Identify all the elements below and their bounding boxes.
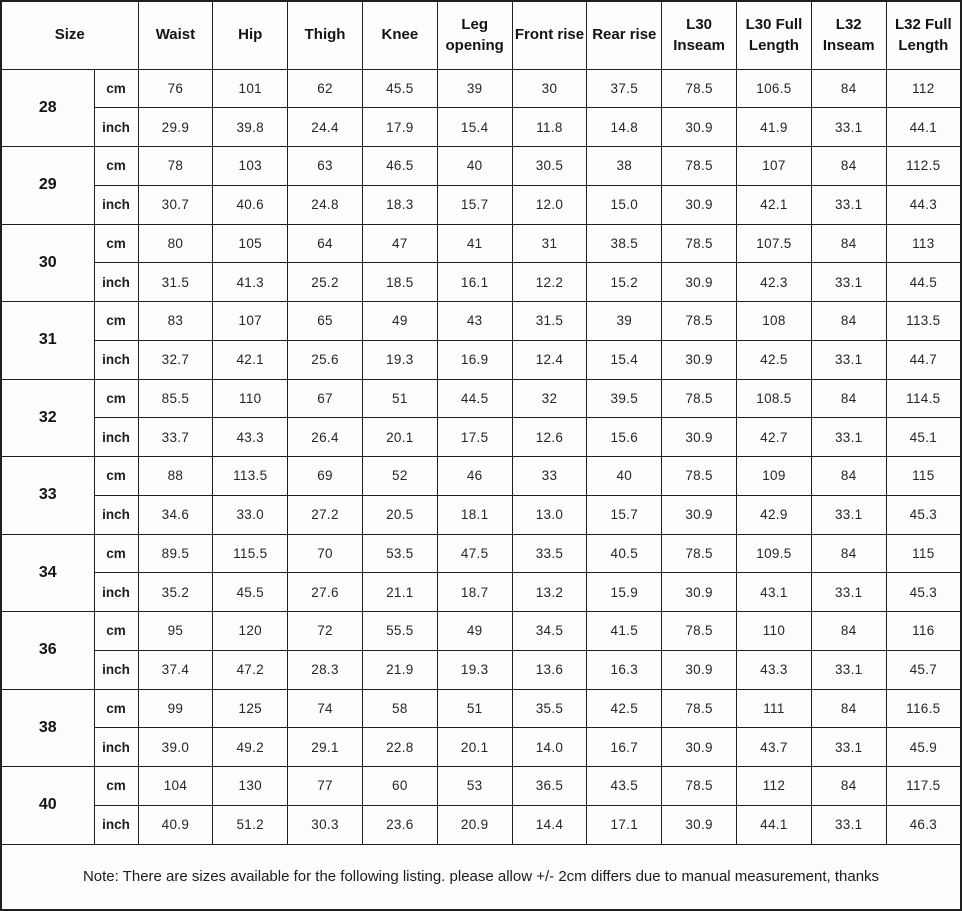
value-38-inch-l32-full-length: 45.9: [886, 728, 961, 767]
value-38-cm-l32-full-length: 116.5: [886, 689, 961, 728]
value-32-cm-knee: 51: [362, 379, 437, 418]
value-33-cm-waist: 88: [138, 457, 213, 496]
value-29-inch-l32-inseam: 33.1: [811, 185, 886, 224]
value-30-inch-l30-full-length: 42.3: [737, 263, 812, 302]
value-38-inch-l32-inseam: 33.1: [811, 728, 886, 767]
size-40-cm-row: [1, 767, 961, 806]
value-34-cm-l32-full-length: 115: [886, 534, 961, 573]
value-40-inch-hip: 51.2: [213, 805, 288, 844]
value-40-cm-thigh: 77: [288, 767, 363, 806]
value-40-inch-front-rise: 14.4: [512, 805, 587, 844]
size-36-inch-row: [1, 650, 961, 689]
value-29-cm-l30-inseam: 78.5: [662, 147, 737, 186]
value-29-inch-l32-full-length: 44.3: [886, 185, 961, 224]
column-header-waist: Waist: [138, 1, 213, 69]
value-28-inch-l32-inseam: 33.1: [811, 108, 886, 147]
value-32-inch-leg-opening: 17.5: [437, 418, 512, 457]
size-label-36: 36: [1, 612, 94, 690]
value-28-inch-rear-rise: 14.8: [587, 108, 662, 147]
unit-label-inch: inch: [94, 728, 138, 767]
value-40-inch-l30-inseam: 30.9: [662, 805, 737, 844]
value-32-inch-l30-full-length: 42.7: [737, 418, 812, 457]
value-30-cm-thigh: 64: [288, 224, 363, 263]
column-header-l32-full-length: L32 Full Length: [886, 1, 961, 69]
value-31-inch-front-rise: 12.4: [512, 340, 587, 379]
column-header-hip: Hip: [213, 1, 288, 69]
value-32-cm-l30-full-length: 108.5: [737, 379, 812, 418]
value-33-inch-waist: 34.6: [138, 495, 213, 534]
value-40-inch-rear-rise: 17.1: [587, 805, 662, 844]
value-32-inch-waist: 33.7: [138, 418, 213, 457]
value-28-inch-l32-full-length: 44.1: [886, 108, 961, 147]
value-28-inch-leg-opening: 15.4: [437, 108, 512, 147]
size-33-inch-row: [1, 495, 961, 534]
unit-label-inch: inch: [94, 573, 138, 612]
unit-label-inch: inch: [94, 108, 138, 147]
value-32-cm-l30-inseam: 78.5: [662, 379, 737, 418]
value-31-cm-thigh: 65: [288, 302, 363, 341]
value-34-inch-waist: 35.2: [138, 573, 213, 612]
value-32-cm-l32-inseam: 84: [811, 379, 886, 418]
value-34-inch-l32-inseam: 33.1: [811, 573, 886, 612]
size-label-38: 38: [1, 689, 94, 767]
unit-label-cm: cm: [94, 767, 138, 806]
value-36-cm-l30-full-length: 110: [737, 612, 812, 651]
value-36-cm-waist: 95: [138, 612, 213, 651]
value-31-inch-l32-full-length: 44.7: [886, 340, 961, 379]
value-28-cm-l30-inseam: 78.5: [662, 69, 737, 108]
value-33-cm-l32-full-length: 115: [886, 457, 961, 496]
table-body: [1, 69, 961, 844]
unit-label-inch: inch: [94, 340, 138, 379]
value-31-cm-l30-full-length: 108: [737, 302, 812, 341]
value-38-inch-l30-inseam: 30.9: [662, 728, 737, 767]
value-40-cm-l32-inseam: 84: [811, 767, 886, 806]
value-32-cm-rear-rise: 39.5: [587, 379, 662, 418]
value-30-cm-l30-full-length: 107.5: [737, 224, 812, 263]
value-28-cm-thigh: 62: [288, 69, 363, 108]
value-33-cm-rear-rise: 40: [587, 457, 662, 496]
value-31-cm-front-rise: 31.5: [512, 302, 587, 341]
value-31-cm-knee: 49: [362, 302, 437, 341]
value-29-cm-leg-opening: 40: [437, 147, 512, 186]
value-40-inch-l32-inseam: 33.1: [811, 805, 886, 844]
value-36-inch-l32-inseam: 33.1: [811, 650, 886, 689]
value-30-cm-l32-inseam: 84: [811, 224, 886, 263]
value-29-cm-waist: 78: [138, 147, 213, 186]
value-36-cm-l30-inseam: 78.5: [662, 612, 737, 651]
value-38-inch-rear-rise: 16.7: [587, 728, 662, 767]
value-31-inch-l32-inseam: 33.1: [811, 340, 886, 379]
value-36-cm-front-rise: 34.5: [512, 612, 587, 651]
unit-label-inch: inch: [94, 650, 138, 689]
value-33-cm-leg-opening: 46: [437, 457, 512, 496]
value-34-cm-l32-inseam: 84: [811, 534, 886, 573]
value-36-cm-rear-rise: 41.5: [587, 612, 662, 651]
unit-label-cm: cm: [94, 69, 138, 108]
value-34-cm-rear-rise: 40.5: [587, 534, 662, 573]
note-text: Note: There are sizes available for the following listing. please allow +/- 2cm differs due to manual measurement, thanks: [1, 844, 961, 910]
note-row: [1, 844, 961, 910]
value-34-cm-front-rise: 33.5: [512, 534, 587, 573]
value-32-inch-knee: 20.1: [362, 418, 437, 457]
table-footer: [1, 844, 961, 910]
value-38-inch-thigh: 29.1: [288, 728, 363, 767]
value-36-cm-l32-full-length: 116: [886, 612, 961, 651]
value-36-inch-l30-inseam: 30.9: [662, 650, 737, 689]
value-38-cm-waist: 99: [138, 689, 213, 728]
value-30-inch-front-rise: 12.2: [512, 263, 587, 302]
value-29-cm-thigh: 63: [288, 147, 363, 186]
size-label-33: 33: [1, 457, 94, 535]
value-30-cm-l32-full-length: 113: [886, 224, 961, 263]
value-30-inch-thigh: 25.2: [288, 263, 363, 302]
value-28-inch-front-rise: 11.8: [512, 108, 587, 147]
value-28-cm-hip: 101: [213, 69, 288, 108]
column-header-knee: Knee: [362, 1, 437, 69]
value-33-inch-l30-inseam: 30.9: [662, 495, 737, 534]
value-36-inch-rear-rise: 16.3: [587, 650, 662, 689]
value-34-inch-thigh: 27.6: [288, 573, 363, 612]
value-34-inch-l30-inseam: 30.9: [662, 573, 737, 612]
value-30-cm-leg-opening: 41: [437, 224, 512, 263]
value-36-cm-l32-inseam: 84: [811, 612, 886, 651]
value-32-cm-front-rise: 32: [512, 379, 587, 418]
unit-label-cm: cm: [94, 302, 138, 341]
size-40-inch-row: [1, 805, 961, 844]
value-33-inch-rear-rise: 15.7: [587, 495, 662, 534]
table-header: [1, 1, 961, 69]
value-30-inch-waist: 31.5: [138, 263, 213, 302]
value-28-cm-l32-full-length: 112: [886, 69, 961, 108]
size-28-cm-row: [1, 69, 961, 108]
value-40-inch-thigh: 30.3: [288, 805, 363, 844]
value-31-inch-waist: 32.7: [138, 340, 213, 379]
value-40-cm-leg-opening: 53: [437, 767, 512, 806]
size-28-inch-row: [1, 108, 961, 147]
value-33-inch-knee: 20.5: [362, 495, 437, 534]
value-38-cm-hip: 125: [213, 689, 288, 728]
value-28-cm-leg-opening: 39: [437, 69, 512, 108]
value-32-cm-l32-full-length: 114.5: [886, 379, 961, 418]
value-30-cm-front-rise: 31: [512, 224, 587, 263]
value-40-inch-waist: 40.9: [138, 805, 213, 844]
value-29-inch-l30-full-length: 42.1: [737, 185, 812, 224]
value-28-inch-l30-full-length: 41.9: [737, 108, 812, 147]
value-29-inch-leg-opening: 15.7: [437, 185, 512, 224]
value-30-cm-l30-inseam: 78.5: [662, 224, 737, 263]
value-29-inch-thigh: 24.8: [288, 185, 363, 224]
value-38-inch-waist: 39.0: [138, 728, 213, 767]
value-29-inch-waist: 30.7: [138, 185, 213, 224]
column-header-front-rise: Front rise: [512, 1, 587, 69]
unit-label-cm: cm: [94, 224, 138, 263]
value-34-inch-rear-rise: 15.9: [587, 573, 662, 612]
value-34-inch-leg-opening: 18.7: [437, 573, 512, 612]
value-34-cm-hip: 115.5: [213, 534, 288, 573]
size-30-inch-row: [1, 263, 961, 302]
value-30-cm-rear-rise: 38.5: [587, 224, 662, 263]
value-36-cm-thigh: 72: [288, 612, 363, 651]
value-38-cm-leg-opening: 51: [437, 689, 512, 728]
value-40-inch-knee: 23.6: [362, 805, 437, 844]
size-33-cm-row: [1, 457, 961, 496]
value-38-inch-l30-full-length: 43.7: [737, 728, 812, 767]
value-33-cm-l30-full-length: 109: [737, 457, 812, 496]
value-30-inch-rear-rise: 15.2: [587, 263, 662, 302]
value-30-cm-waist: 80: [138, 224, 213, 263]
size-34-inch-row: [1, 573, 961, 612]
value-33-inch-front-rise: 13.0: [512, 495, 587, 534]
unit-label-inch: inch: [94, 495, 138, 534]
column-header-l30-full-length: L30 Full Length: [737, 1, 812, 69]
value-28-cm-waist: 76: [138, 69, 213, 108]
value-28-inch-knee: 17.9: [362, 108, 437, 147]
value-38-inch-hip: 49.2: [213, 728, 288, 767]
value-30-inch-l32-inseam: 33.1: [811, 263, 886, 302]
value-38-cm-thigh: 74: [288, 689, 363, 728]
size-label-29: 29: [1, 147, 94, 225]
value-31-cm-rear-rise: 39: [587, 302, 662, 341]
size-label-30: 30: [1, 224, 94, 302]
value-29-inch-l30-inseam: 30.9: [662, 185, 737, 224]
value-29-cm-front-rise: 30.5: [512, 147, 587, 186]
value-40-cm-hip: 130: [213, 767, 288, 806]
value-28-inch-thigh: 24.4: [288, 108, 363, 147]
size-38-inch-row: [1, 728, 961, 767]
value-38-inch-knee: 22.8: [362, 728, 437, 767]
column-header-l32-inseam: L32 Inseam: [811, 1, 886, 69]
value-36-cm-hip: 120: [213, 612, 288, 651]
value-38-cm-l30-inseam: 78.5: [662, 689, 737, 728]
value-33-inch-l32-inseam: 33.1: [811, 495, 886, 534]
value-29-cm-rear-rise: 38: [587, 147, 662, 186]
value-29-inch-front-rise: 12.0: [512, 185, 587, 224]
unit-label-cm: cm: [94, 457, 138, 496]
value-29-cm-hip: 103: [213, 147, 288, 186]
value-31-cm-waist: 83: [138, 302, 213, 341]
size-36-cm-row: [1, 612, 961, 651]
value-30-cm-knee: 47: [362, 224, 437, 263]
value-32-cm-hip: 110: [213, 379, 288, 418]
value-32-inch-rear-rise: 15.6: [587, 418, 662, 457]
value-38-cm-front-rise: 35.5: [512, 689, 587, 728]
unit-label-cm: cm: [94, 534, 138, 573]
value-33-inch-l32-full-length: 45.3: [886, 495, 961, 534]
value-38-cm-l32-inseam: 84: [811, 689, 886, 728]
value-34-inch-hip: 45.5: [213, 573, 288, 612]
value-38-cm-l30-full-length: 111: [737, 689, 812, 728]
value-31-inch-leg-opening: 16.9: [437, 340, 512, 379]
value-28-cm-front-rise: 30: [512, 69, 587, 108]
value-30-inch-hip: 41.3: [213, 263, 288, 302]
value-30-cm-hip: 105: [213, 224, 288, 263]
value-34-inch-knee: 21.1: [362, 573, 437, 612]
value-28-inch-waist: 29.9: [138, 108, 213, 147]
value-30-inch-l32-full-length: 44.5: [886, 263, 961, 302]
value-34-cm-leg-opening: 47.5: [437, 534, 512, 573]
value-38-inch-front-rise: 14.0: [512, 728, 587, 767]
value-34-cm-thigh: 70: [288, 534, 363, 573]
column-header-l30-inseam: L30 Inseam: [662, 1, 737, 69]
value-33-cm-l30-inseam: 78.5: [662, 457, 737, 496]
value-29-cm-l30-full-length: 107: [737, 147, 812, 186]
value-33-cm-front-rise: 33: [512, 457, 587, 496]
value-40-inch-leg-opening: 20.9: [437, 805, 512, 844]
size-32-inch-row: [1, 418, 961, 457]
value-28-cm-l32-inseam: 84: [811, 69, 886, 108]
value-31-inch-l30-full-length: 42.5: [737, 340, 812, 379]
size-label-28: 28: [1, 69, 94, 147]
size-31-inch-row: [1, 340, 961, 379]
value-31-inch-knee: 19.3: [362, 340, 437, 379]
value-36-cm-knee: 55.5: [362, 612, 437, 651]
value-34-inch-l32-full-length: 45.3: [886, 573, 961, 612]
value-29-inch-rear-rise: 15.0: [587, 185, 662, 224]
value-40-cm-l30-full-length: 112: [737, 767, 812, 806]
value-31-cm-leg-opening: 43: [437, 302, 512, 341]
value-31-cm-l30-inseam: 78.5: [662, 302, 737, 341]
value-36-inch-knee: 21.9: [362, 650, 437, 689]
value-28-cm-rear-rise: 37.5: [587, 69, 662, 108]
size-label-31: 31: [1, 302, 94, 380]
value-33-cm-knee: 52: [362, 457, 437, 496]
value-38-cm-rear-rise: 42.5: [587, 689, 662, 728]
value-32-inch-front-rise: 12.6: [512, 418, 587, 457]
value-36-inch-l30-full-length: 43.3: [737, 650, 812, 689]
value-29-inch-knee: 18.3: [362, 185, 437, 224]
value-33-inch-hip: 33.0: [213, 495, 288, 534]
value-32-cm-thigh: 67: [288, 379, 363, 418]
value-32-cm-leg-opening: 44.5: [437, 379, 512, 418]
unit-label-cm: cm: [94, 147, 138, 186]
value-30-inch-knee: 18.5: [362, 263, 437, 302]
value-34-cm-l30-inseam: 78.5: [662, 534, 737, 573]
value-40-cm-waist: 104: [138, 767, 213, 806]
value-38-cm-knee: 58: [362, 689, 437, 728]
value-32-cm-waist: 85.5: [138, 379, 213, 418]
value-32-inch-l30-inseam: 30.9: [662, 418, 737, 457]
size-label-34: 34: [1, 534, 94, 612]
value-38-inch-leg-opening: 20.1: [437, 728, 512, 767]
value-36-inch-waist: 37.4: [138, 650, 213, 689]
value-40-cm-rear-rise: 43.5: [587, 767, 662, 806]
value-34-cm-knee: 53.5: [362, 534, 437, 573]
value-36-inch-leg-opening: 19.3: [437, 650, 512, 689]
column-header-leg-opening: Leg opening: [437, 1, 512, 69]
value-33-cm-l32-inseam: 84: [811, 457, 886, 496]
unit-label-inch: inch: [94, 805, 138, 844]
size-label-32: 32: [1, 379, 94, 457]
value-36-inch-hip: 47.2: [213, 650, 288, 689]
value-31-cm-l32-full-length: 113.5: [886, 302, 961, 341]
value-36-cm-leg-opening: 49: [437, 612, 512, 651]
value-34-cm-l30-full-length: 109.5: [737, 534, 812, 573]
value-40-cm-knee: 60: [362, 767, 437, 806]
size-30-cm-row: [1, 224, 961, 263]
unit-label-cm: cm: [94, 689, 138, 728]
size-31-cm-row: [1, 302, 961, 341]
size-34-cm-row: [1, 534, 961, 573]
value-33-cm-hip: 113.5: [213, 457, 288, 496]
value-30-inch-l30-inseam: 30.9: [662, 263, 737, 302]
value-36-inch-l32-full-length: 45.7: [886, 650, 961, 689]
unit-label-cm: cm: [94, 612, 138, 651]
value-28-inch-l30-inseam: 30.9: [662, 108, 737, 147]
value-40-cm-front-rise: 36.5: [512, 767, 587, 806]
value-34-inch-front-rise: 13.2: [512, 573, 587, 612]
value-29-cm-l32-full-length: 112.5: [886, 147, 961, 186]
value-31-inch-l30-inseam: 30.9: [662, 340, 737, 379]
value-32-inch-l32-inseam: 33.1: [811, 418, 886, 457]
value-31-cm-l32-inseam: 84: [811, 302, 886, 341]
unit-label-inch: inch: [94, 185, 138, 224]
value-29-inch-hip: 40.6: [213, 185, 288, 224]
unit-label-inch: inch: [94, 418, 138, 457]
value-32-inch-thigh: 26.4: [288, 418, 363, 457]
size-38-cm-row: [1, 689, 961, 728]
value-33-inch-thigh: 27.2: [288, 495, 363, 534]
header-row: [1, 1, 961, 69]
value-36-inch-front-rise: 13.6: [512, 650, 587, 689]
value-32-inch-l32-full-length: 45.1: [886, 418, 961, 457]
value-36-inch-thigh: 28.3: [288, 650, 363, 689]
value-30-inch-leg-opening: 16.1: [437, 263, 512, 302]
value-28-cm-knee: 45.5: [362, 69, 437, 108]
value-31-cm-hip: 107: [213, 302, 288, 341]
value-33-inch-l30-full-length: 42.9: [737, 495, 812, 534]
column-header-rear-rise: Rear rise: [587, 1, 662, 69]
value-34-inch-l30-full-length: 43.1: [737, 573, 812, 612]
value-28-cm-l30-full-length: 106.5: [737, 69, 812, 108]
value-40-inch-l32-full-length: 46.3: [886, 805, 961, 844]
value-31-inch-hip: 42.1: [213, 340, 288, 379]
value-29-cm-l32-inseam: 84: [811, 147, 886, 186]
size-label-40: 40: [1, 767, 94, 845]
value-34-cm-waist: 89.5: [138, 534, 213, 573]
size-column-header: Size: [1, 1, 138, 69]
size-29-inch-row: [1, 185, 961, 224]
unit-label-cm: cm: [94, 379, 138, 418]
unit-label-inch: inch: [94, 263, 138, 302]
value-40-cm-l32-full-length: 117.5: [886, 767, 961, 806]
size-32-cm-row: [1, 379, 961, 418]
value-28-inch-hip: 39.8: [213, 108, 288, 147]
value-31-inch-rear-rise: 15.4: [587, 340, 662, 379]
value-31-inch-thigh: 25.6: [288, 340, 363, 379]
column-header-thigh: Thigh: [288, 1, 363, 69]
value-33-inch-leg-opening: 18.1: [437, 495, 512, 534]
value-40-cm-l30-inseam: 78.5: [662, 767, 737, 806]
value-29-cm-knee: 46.5: [362, 147, 437, 186]
value-40-inch-l30-full-length: 44.1: [737, 805, 812, 844]
value-32-inch-hip: 43.3: [213, 418, 288, 457]
value-33-cm-thigh: 69: [288, 457, 363, 496]
size-29-cm-row: [1, 147, 961, 186]
